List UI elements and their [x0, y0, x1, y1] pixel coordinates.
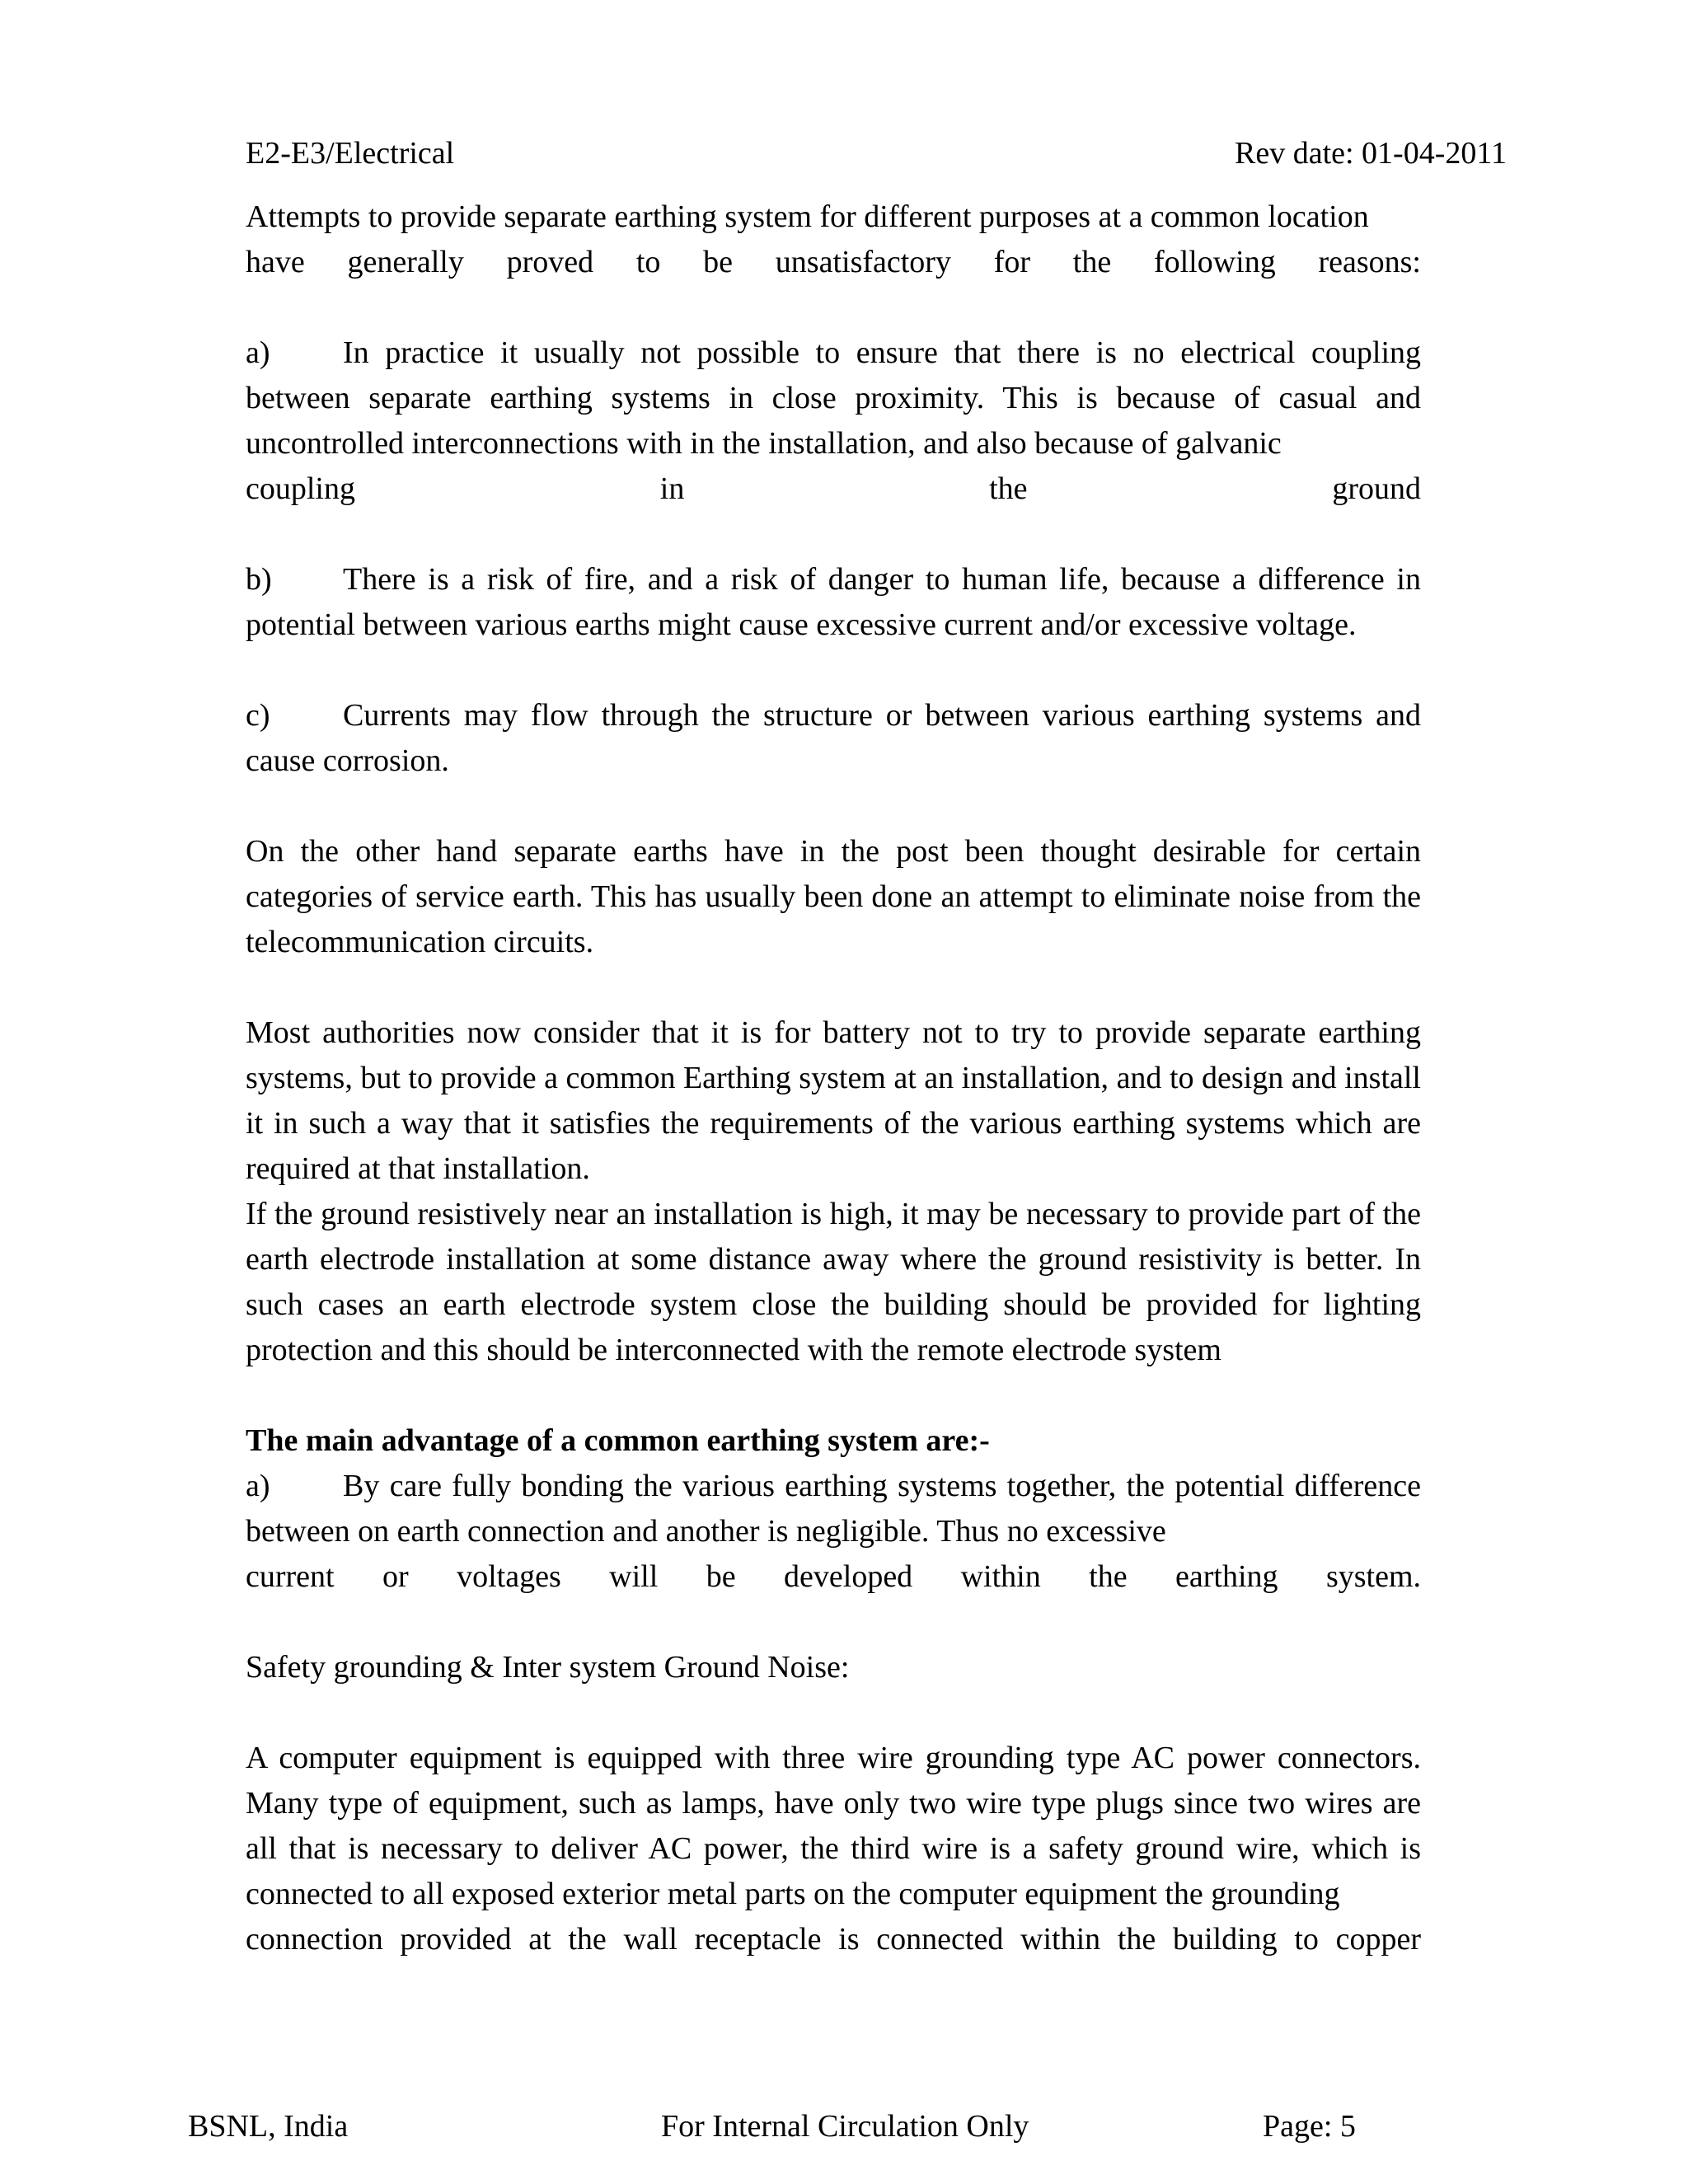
authorities-paragraph: Most authorities now consider that it is for battery not to try to provide separate earthing systems, but to provide a common Earthing system at an installation, and to design and install it in such a way that it satisfies the requirements of the various earthing systems which are required at that installation.: [246, 1015, 1421, 1186]
header-doc-code: E2-E3/Electrical: [246, 136, 455, 171]
advantage-a-last-line: current or voltages will be developed within the earthing system.: [246, 1559, 1421, 1594]
reason-a-paragraph: [246, 330, 1421, 466]
footer-circulation-note: For Internal Circulation Only: [661, 2109, 1029, 2144]
reason-b-text: There is a risk of fire, and a risk of danger to human life, because a difference in potential between various earths might cause excessive current and/or excessive voltage.: [246, 562, 1421, 642]
advantage-a-label: a): [246, 1469, 270, 1503]
header-rev-date: Rev date: 01-04-2011: [1235, 136, 1507, 171]
footer-page-number: Page: 5: [1263, 2109, 1356, 2144]
computer-equipment-paragraph: A computer equipment is equipped with three wire grounding type AC power connectors. Many type of equipment, such as lamps, have only two wire type plugs since two wires are all that is necessary to deliver AC power, the third wire is a safety ground wire, which is connected to all exposed exterior metal parts on the computer equipment the grounding: [246, 1741, 1421, 1911]
reason-c-text: Currents may flow through the structure or between various earthing systems and cause corrosion.: [246, 698, 1421, 778]
reason-a-text: In practice it usually not possible to ensure that there is no electrical coupling between separate earthing systems in close proximity. This is because of casual and uncontrolled interconnections with in the installation, and also because of galvanic: [246, 335, 1421, 461]
other-hand-paragraph: On the other hand separate earths have in the post been thought desirable for certain categories of service earth. This has usually been done an attempt to eliminate noise from the telecommunication circuits.: [246, 834, 1421, 959]
intro-line-2: have generally proved to be unsatisfactory for the following reasons:: [246, 245, 1421, 279]
advantage-a-paragraph: [246, 1464, 1421, 1554]
reason-a-label: a): [246, 335, 270, 370]
reason-b-paragraph: [246, 557, 1421, 648]
reason-c-paragraph: [246, 693, 1421, 784]
document-body: [246, 194, 1421, 1962]
advantage-a-text: By care fully bonding the various earthing systems together, the potential difference between on earth connection and another is negligible. Thus no excessive: [246, 1469, 1421, 1549]
ground-resistivity-paragraph: If the ground resistively near an installation is high, it may be necessary to provide part of the earth electrode installation at some distance away where the ground resistivity is better. In such cases an earth electrode system close the building should be provided for lighting protection and this should be interconnected with the remote electrode system: [246, 1197, 1421, 1367]
intro-line-1: Attempts to provide separate earthing system for different purposes at a common location: [246, 199, 1369, 234]
footer-organization: BSNL, India: [188, 2109, 349, 2144]
computer-equipment-last-line: connection provided at the wall receptacle is connected within the building to copper: [246, 1922, 1421, 1957]
reason-b-label: b): [246, 562, 272, 597]
safety-subheading: Safety grounding & Inter system Ground Noise:: [246, 1650, 850, 1685]
reason-c-label: c): [246, 698, 270, 733]
advantage-heading: The main advantage of a common earthing system are:-: [246, 1423, 990, 1458]
reason-a-last-line: coupling in the ground: [246, 471, 1421, 506]
